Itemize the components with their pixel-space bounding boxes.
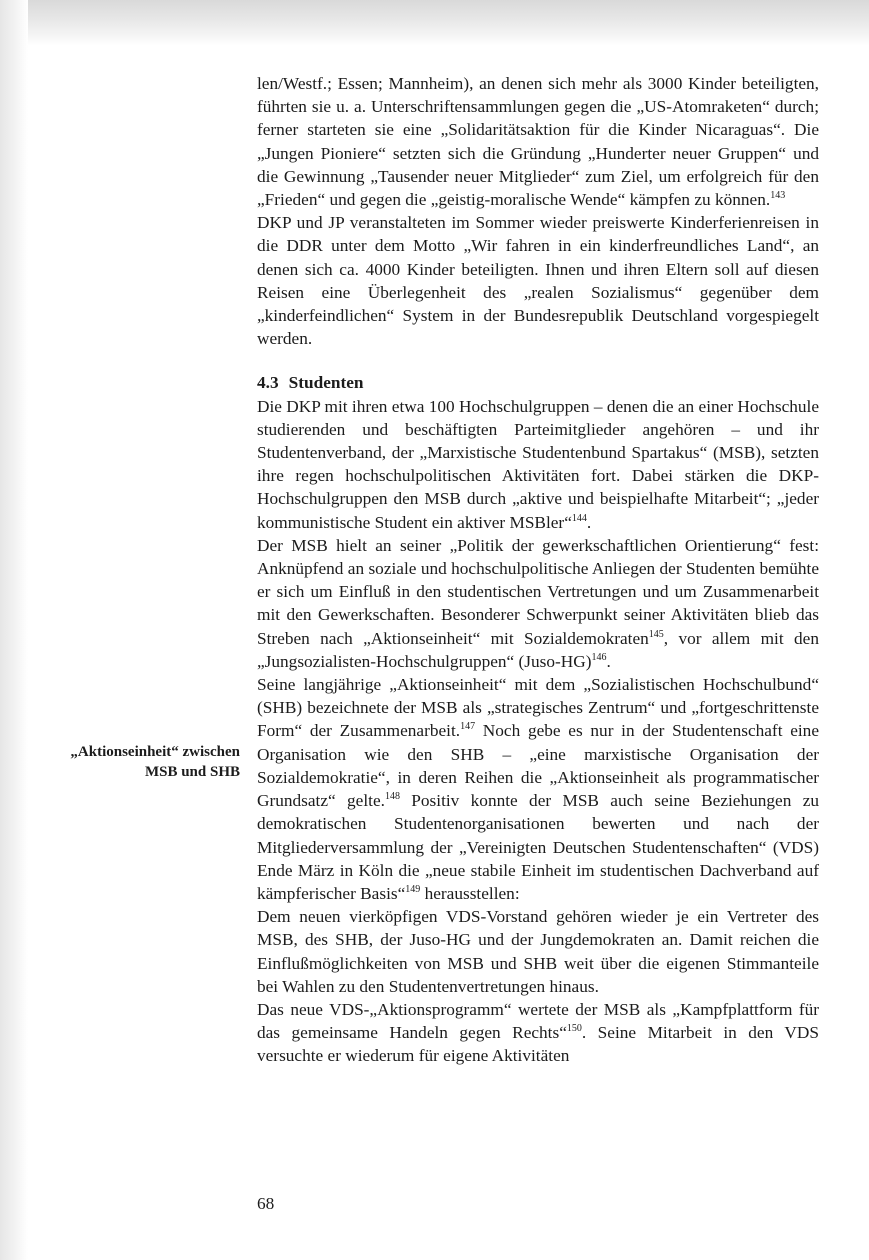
section-gap [257, 350, 819, 371]
section-number: 4.3 [257, 373, 279, 393]
paragraph-msb-shb-unity [257, 673, 819, 905]
paragraph-text: , vor allem mit den „Jungsozialisten-Hochschulgruppen“ (Juso-HG) [257, 628, 819, 671]
paragraph-text: . [606, 651, 611, 671]
paragraph-text: Die DKP mit ihren etwa 100 Hochschulgruppen – denen die an einer Hochschule studierenden und beschäftigten Parteimitglieder angehören – und ihr Studentenverband, der „Marxistische Studentenbund Spartakus“ (MSB), setzten ihre regen hochschulpolitischen Aktivitäten fort. Dabei stärken die DKP-Hochschulgruppen den MSB durch „aktive und beispielhafte Mitarbeit“; „jeder kommunistische Student ein aktiver MSBler“ [257, 396, 819, 532]
footnote-ref[interactable]: 150 [566, 1023, 582, 1035]
margin-note: „Aktionseinheit“ zwischen MSB und SHB [70, 744, 240, 780]
paragraph-text: . [586, 512, 592, 532]
footnote-ref[interactable]: 147 [460, 721, 476, 733]
paragraph-msb-policy [257, 534, 819, 673]
section-heading [257, 371, 819, 394]
page-body [257, 72, 819, 1068]
page-number: 68 [257, 1194, 275, 1213]
scan-shadow-left [0, 0, 28, 1260]
footnote-ref[interactable]: 148 [384, 791, 400, 803]
paragraph-holiday-trips: DKP und JP veranstalteten im Sommer wieder preiswerte Kinderferienreisen in die DDR unter dem Motto „Wir fahren in ein kinderfreundliches Land“, an denen sich ca. 4000 Kinder beteiligten. Ihnen und ihren Eltern soll auf diesen Reisen eine Überlegenheit des „realen Sozialismus“ gegenüber dem „kinderfeindlichen“ System in der Bundesrepublik Deutschland vorgespiegelt werden. [257, 213, 819, 349]
paragraph-text: herausstellen: [420, 883, 520, 903]
paragraph-vds-board: Dem neuen vierköpfigen VDS-Vorstand gehören wieder je ein Vertreter des MSB, des SHB, der Juso-HG und der Jungdemokraten an. Damit reichen die Einflußmöglichkeiten von MSB und SHB weit über die eigenen Stimmanteile bei Wahlen zu den Studentenvertretungen hinaus. [257, 907, 819, 996]
paragraph-text: Der MSB hielt an seiner „Politik der gewerkschaftlichen Orientierung“ fest: Anknüpfend an soziale und hochschulpolitische Anliegen der Studenten bemühte er sich um Einfluß in den studentischen Vertretungen und um Zusammenarbeit mit den Gewerkschaften. Besonderer Schwerpunkt seiner Aktivitäten blieb das Streben nach „Aktionseinheit“ mit Sozialdemokraten [257, 535, 819, 648]
footnote-ref[interactable]: 144 [571, 512, 587, 524]
footnote-ref[interactable]: 149 [405, 884, 421, 896]
paragraph-text: . Seine Mitarbeit in den VDS versuchte er wiederum für eigene Aktivitäten [257, 1023, 819, 1066]
paragraph-children-actions [257, 72, 819, 211]
paragraph-vds-program [257, 998, 819, 1068]
paragraph-text: Seine langjährige „Aktionseinheit“ mit dem „Sozialistischen Hochschulbund“ (SHB) bezeichnete der MSB als „strategisches Zentrum“ und „fortgeschrittenste Form“ der Zusammenarbeit. [257, 675, 819, 741]
paragraph-text: len/Westf.; Essen; Mannheim), an denen sich mehr als 3000 Kinder beteiligten, führten sie u. a. Unterschriftensammlungen gegen die „US-Atomraketen“ durch; ferner starteten sie eine „Solidaritätsaktion für die Kinder Nicaraguas“. Die „Jungen Pioniere“ setzten sich die Gründung „Hunderter neuer Gruppen“ und die Gewinnung „Tausender neuer Mitglieder“ zum Ziel, um erfolgreich für den „Frieden“ und gegen die „geistig-moralische Wende“ kämpfen zu können. [257, 74, 819, 210]
paragraph-dkp-university-groups [257, 395, 819, 534]
footnote-ref[interactable]: 146 [591, 652, 607, 664]
section-title: Studenten [288, 373, 364, 393]
paragraph-text: Das neue VDS-„Aktionsprogramm“ wertete der MSB als „Kampfplattform für das gemeinsame Handeln gegen Rechts“ [257, 999, 819, 1043]
footnote-ref[interactable]: 145 [648, 628, 664, 640]
scan-shadow-top [0, 0, 869, 46]
paragraph-text: Noch gebe es nur in der Studentenschaft eine Organisation wie den SHB – „eine marxistische Organisation der Sozialdemokratie“, in deren Reihen die „Aktionseinheit als programmatischer Grundsatz“ gelte. [257, 721, 819, 811]
footnote-ref[interactable]: 143 [770, 190, 786, 202]
paragraph-text: Positiv konnte der MSB auch seine Beziehungen zu demokratischen Studentenorganisationen bewerten und nach der Mitgliederversammlung der „Vereinigten Deutschen Studentenschaften“ (VDS) Ende März in Köln die „neue stabile Einheit im studentischen Dachverband auf kämpferischer Basis“ [257, 791, 820, 903]
